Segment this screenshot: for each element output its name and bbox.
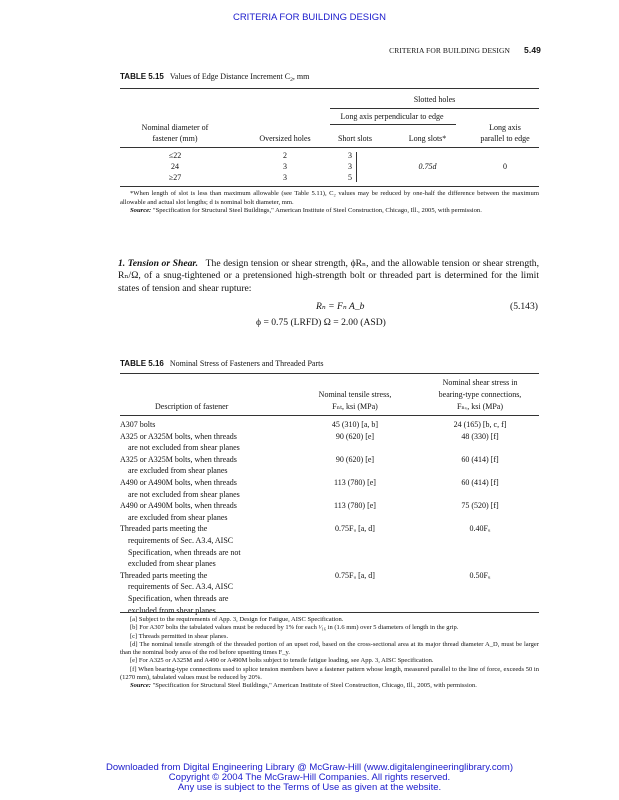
row-tensile-value: 90 (620) [e]: [335, 454, 375, 464]
col-short-slots: Short slots: [337, 134, 372, 143]
row-description-line: Threaded parts meeting the: [120, 570, 208, 580]
row-oversized: 3: [283, 162, 287, 171]
source-label: Source:: [130, 207, 152, 215]
row-description-line: A325 or A325M bolts, when threads: [120, 454, 237, 464]
source-text: "Specification for Structural Steel Buildings," American Institute of Steel Construction, Chicago, Ill., 2005, with permission.: [152, 682, 477, 690]
table-label: TABLE 5.15: [120, 72, 164, 81]
row-description-line: excluded from shear planes: [128, 605, 216, 615]
section-paragraph: [118, 258, 539, 295]
rule: [120, 186, 539, 187]
table-label: TABLE 5.16: [120, 359, 164, 368]
equation-factors: ϕ = 0.75 (LRFD) Ω = 2.00 (ASD): [256, 317, 386, 328]
row-tensile-value: 45 (310) [a, b]: [331, 420, 379, 429]
row-shear-value: 0.40Fᵤ: [469, 524, 491, 534]
rule: [330, 124, 456, 125]
row-shear-value: 24 (165) [b, c, f]: [453, 420, 507, 429]
row-description-line: A325 or A325M bolts, when threads: [120, 431, 237, 441]
table-5-15-notes: [120, 190, 539, 216]
row-dia: ≤22: [168, 151, 182, 160]
col-shear-line3: Fₙᵥ, ksi (MPa): [456, 402, 504, 411]
source-line: [120, 682, 539, 690]
row-description-line: are excluded from shear planes: [128, 512, 228, 522]
row-dia: 24: [171, 162, 179, 171]
rule: [120, 612, 539, 613]
rule: [120, 373, 539, 374]
row-tensile-value: 0.75Fᵤ [a, d]: [335, 524, 375, 534]
caption-unit: , mm: [292, 72, 310, 81]
row-tensile-value: 113 (780) [e]: [334, 501, 376, 511]
col-tensile-line1: Nominal tensile stress,: [318, 390, 392, 399]
table-5-15-caption: [120, 72, 309, 81]
equation-main: Rₙ = Fₙ A_b: [316, 301, 365, 312]
row-short: 5: [348, 173, 352, 182]
row-shear-value: 0.50Fᵤ: [469, 570, 491, 580]
row-description-line: A490 or A490M bolts, when threads: [120, 478, 237, 487]
row-description-line: Specification, when threads are: [128, 594, 229, 603]
col-parallel-line1: Long axis: [489, 123, 521, 132]
slotted-holes-header: Slotted holes: [413, 95, 456, 104]
row-tensile-value: 90 (620) [e]: [335, 431, 375, 441]
row-short: 3: [348, 162, 352, 171]
footnote: [e] For A325 or A325M and A490 or A490M bolts subject to tensile fatigue loading, see App. 3, AISC Specification.: [130, 657, 434, 665]
col-long-slots: Long slots*: [408, 134, 447, 143]
equation-number: (5.143): [510, 301, 538, 312]
row-description-line: A307 bolts: [120, 420, 156, 429]
running-head-title: CRITERIA FOR BUILDING DESIGN: [389, 46, 511, 55]
row-description-line: A490 or A490M bolts, when threads: [120, 501, 237, 511]
col-tensile-line2: Fₙₜ, ksi (MPa): [332, 402, 378, 411]
rule: [120, 88, 539, 89]
row-description-line: are not excluded from shear planes: [128, 489, 240, 499]
col-parallel-line2: parallel to edge: [480, 134, 530, 143]
row-oversized: 2: [283, 151, 287, 160]
footnote: [a] Subject to the requirements of App. 3, Design for Fatigue, AISC Specification.: [130, 616, 344, 623]
right-brace: [354, 152, 357, 182]
top-banner: CRITERIA FOR BUILDING DESIGN: [232, 12, 387, 23]
row-tensile-value: 113 (780) [e]: [334, 478, 376, 487]
row-description-line: are excluded from shear planes: [128, 466, 228, 476]
footnote: [b] For A307 bolts the tabulated values must be reduced by 1% for each ¹⁄₁₆ in (1.6 mm) over 5 diameters of length in the grip.: [130, 624, 459, 632]
row-description-line: requirements of Sec. A3.4, AISC: [128, 536, 234, 545]
col-shear-line1: Nominal shear stress in: [442, 378, 518, 387]
table-5-16-notes: [120, 616, 539, 691]
parallel-value: 0: [503, 162, 507, 171]
footnote: [d] The nominal tensile strength of the threaded portion of an upset rod, based on the cross-sectional area at its major thread diameter A_D, must be larger than the nominal body area of the rod before upsetting times F_y.: [120, 640, 539, 657]
row-shear-value: 60 (414) [f]: [461, 454, 499, 464]
rule: [330, 108, 539, 109]
table-5-16-caption: [120, 359, 323, 368]
section-text: The design tension or shear strength, ϕRₙ, and the allowable tension or shear strength, Rₙ/Ω, of a snug-tightened or a pretensioned high-strength bolt or threaded part is determined for the limit states of tension and shear rupture:: [118, 258, 539, 294]
row-shear-value: 60 (414) [f]: [461, 478, 499, 487]
footer-line-2: Copyright © 2004 The McGraw-Hill Companies. All rights reserved.: [168, 772, 451, 783]
row-short: 3: [348, 151, 352, 160]
col-description: Description of fastener: [155, 402, 229, 411]
footnote: [f] When bearing-type connections used to splice tension members have a fastener pattern whose length, measured parallel to the line of force, exceeds 50 in (1270 mm), tabulated values must be reduced by 20%.: [120, 665, 539, 682]
footnote: [c] Threads permitted in shear planes.: [130, 632, 229, 640]
row-description-line: are not excluded from shear planes: [128, 443, 240, 453]
running-head: [389, 45, 541, 55]
caption-text: Values of Edge Distance Increment C: [169, 72, 291, 81]
col-oversized: Oversized holes: [259, 134, 311, 143]
caption-subscript: 2: [290, 77, 293, 83]
page-number: 5.49: [524, 45, 541, 55]
source-label: Source:: [130, 682, 151, 690]
col-nominal-line1: Nominal diameter of: [141, 123, 209, 132]
long-slots-value: 0.75d: [418, 162, 437, 171]
rule: [120, 147, 539, 148]
caption-text: Nominal Stress of Fasteners and Threaded Parts: [169, 359, 324, 368]
section-heading: 1. Tension or Shear.: [118, 258, 198, 269]
col-shear-line2: bearing-type connections,: [438, 390, 522, 399]
row-shear-value: 48 (330) [f]: [461, 431, 499, 441]
row-description-line: requirements of Sec. A3.4, AISC: [128, 582, 234, 592]
perpendicular-header: Long axis perpendicular to edge: [340, 112, 444, 121]
row-shear-value: 75 (520) [f]: [461, 501, 499, 511]
footer-line-3: Any use is subject to the Terms of Use as given at the website.: [177, 782, 442, 793]
row-tensile-value: 0.75Fᵤ [a, d]: [335, 570, 375, 580]
row-description-line: excluded from shear planes: [128, 559, 216, 569]
row-oversized: 3: [283, 173, 287, 182]
row-description-line: Threaded parts meeting the: [120, 524, 208, 534]
source-text: "Specification for Structural Steel Buildings," American Institute of Steel Construction, Chicago, Ill., 2005, with permission.: [152, 207, 482, 215]
footer-line-1: Downloaded from Digital Engineering Library @ McGraw-Hill (www.digitalengineeringlibrary.com): [105, 762, 514, 773]
rule: [120, 415, 539, 416]
row-dia: ≥27: [168, 173, 182, 182]
col-nominal-line2: fastener (mm): [152, 134, 198, 143]
row-description-line: Specification, when threads are not: [128, 547, 241, 557]
footnote: *When length of slot is less than maximum allowable (see Table 5.11), C₂ values may be reduced by one-half the difference between the maximum allowable and actual slot lengths; d is nominal bolt diameter, mm.: [120, 190, 539, 206]
source-line: [120, 207, 539, 216]
